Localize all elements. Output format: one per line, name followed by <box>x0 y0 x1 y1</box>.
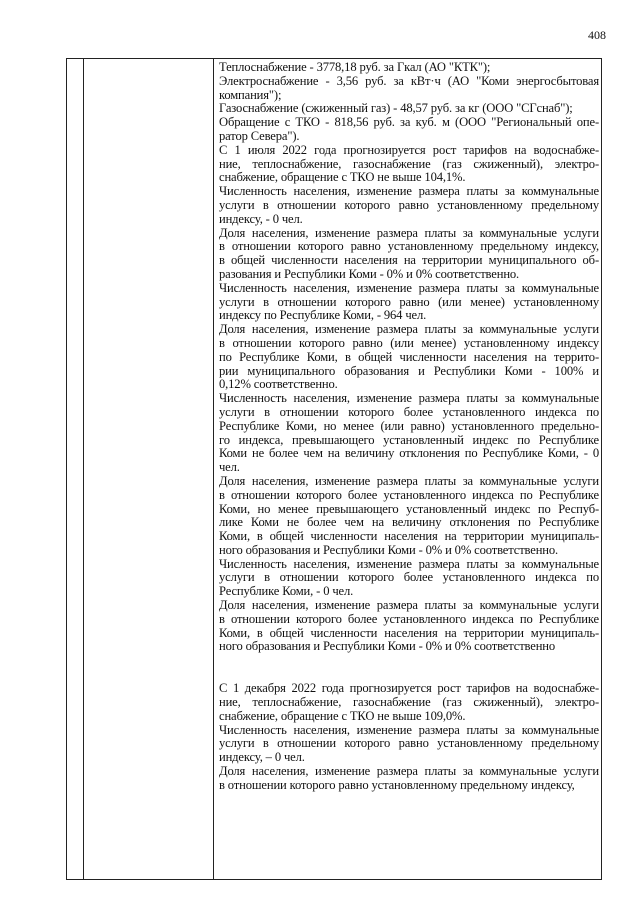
text-line: Коми, в общей численности населения на территории муниципаль- <box>219 529 599 544</box>
text-line: Теплоснабжение - 3778,18 руб. за Гкал (АО "КТК"); <box>219 60 491 74</box>
text-line: чел. <box>219 460 240 475</box>
text-line: снабжение, обращение с ТКО не выше 109,0%. <box>219 708 466 723</box>
text-line: Доля населения, изменение размера платы за коммунальные услуги <box>219 225 599 240</box>
text-line: Численность населения, изменение размера платы за коммунальные <box>219 184 599 199</box>
text-line: Коми, в общей численности населения на территории муниципаль- <box>219 625 599 640</box>
paragraph <box>219 116 599 144</box>
text-line: Численность населения, изменение размера платы за коммунальные <box>219 722 599 737</box>
text-line: в общей численности населения на территории муниципального об- <box>219 253 599 268</box>
text-line: го индекса, превышающего установленный индекс по Республике <box>219 432 599 447</box>
paragraph <box>219 724 599 765</box>
text-line: ного образования и Республики Коми - 0% и 0% соответственно. <box>219 542 559 557</box>
text-line: разования и Республики Коми - 0% и 0% соответственно. <box>219 266 520 281</box>
text-line: Численность населения, изменение размера платы за коммунальные <box>219 391 599 406</box>
text-line: Коми, но менее превышающего установленный индекс по Респуб- <box>219 501 599 516</box>
text-line: Численность населения, изменение размера платы за коммунальные <box>219 280 599 295</box>
text-line: услуги в отношении которого более установленного индекса по <box>219 404 599 419</box>
paragraph <box>219 102 599 116</box>
text-line: лике Коми не более чем на величину отклонения по Республике <box>219 515 599 530</box>
text-line: в отношении которого равно установленному предельному индексу, <box>219 777 575 792</box>
text-line: услуги в отношении которого равно установленному предельному <box>219 736 599 751</box>
paragraph-gap <box>219 654 599 668</box>
text-line: в отношении которого равно установленному предельному индексу, <box>219 239 599 254</box>
text-line: Доля населения, изменение размера платы за коммунальные услуги <box>219 598 599 613</box>
text-line: ние, теплоснабжение, газоснабжение (газ сжиженный), электро- <box>219 695 599 710</box>
text-line: услуги в отношении которого равно установленному предельному <box>219 197 599 212</box>
text-line: Электроснабжение - 3,56 руб. за кВт·ч (АО "Коми энергосбытовая <box>219 73 599 88</box>
page-number: 408 <box>588 28 606 42</box>
text-line: в отношении которого более установленного индекса по Республике <box>219 487 599 502</box>
text-line: в отношении которого более установленного индекса по Республике <box>219 611 599 626</box>
paragraph <box>219 75 599 103</box>
text-line: Численность населения, изменение размера платы за коммунальные <box>219 556 599 571</box>
text-line: ного образования и Республики Коми - 0% и 0% соответственно <box>219 639 556 654</box>
paragraph <box>219 61 599 75</box>
text-line: Доля населения, изменение размера платы за коммунальные услуги <box>219 322 599 337</box>
text-line: ние, теплоснабжение, газоснабжение (газ сжиженный), электро- <box>219 156 599 171</box>
text-line: компания"); <box>219 87 282 102</box>
paragraph <box>219 392 599 475</box>
paragraph <box>219 475 599 558</box>
text-line: индексу, – 0 чел. <box>219 750 305 765</box>
text-line: индексу по Республике Коми, - 964 чел. <box>219 308 427 323</box>
paragraph <box>219 282 599 323</box>
column-divider-2 <box>213 59 214 879</box>
text-line: Республике Коми, но менее (или равно) установленного предельно- <box>219 418 599 433</box>
text-line: снабжение, обращение с ТКО не выше 104,1%. <box>219 170 466 185</box>
text-line: рии муниципального образования и Республики Коми - 100% и <box>219 363 599 378</box>
paragraph <box>219 323 599 392</box>
paragraph <box>219 682 599 723</box>
document-table <box>66 58 602 880</box>
paragraph <box>219 227 599 282</box>
text-line: индексу, - 0 чел. <box>219 211 303 226</box>
text-line: ратор Севера"). <box>219 128 300 143</box>
text-line: 0,12% соответственно. <box>219 377 338 392</box>
paragraph <box>219 599 599 654</box>
text-line: Обращение с ТКО - 818,56 руб. за куб. м (ООО "Региональный опе- <box>219 115 599 130</box>
paragraph-gap <box>219 668 599 682</box>
text-line: по Республике Коми, в общей численности населения на террито- <box>219 349 599 364</box>
text-line: С 1 декабря 2022 года прогнозируется рост тарифов на водоснабже- <box>219 681 599 696</box>
column-divider-1 <box>83 59 84 879</box>
paragraph <box>219 144 599 185</box>
paragraph <box>219 185 599 226</box>
text-line: С 1 июля 2022 года прогнозируется рост тарифов на водоснабже- <box>219 142 599 157</box>
paragraph <box>219 765 599 793</box>
text-line: Газоснабжение (сжиженный газ) - 48,57 руб. за кг (ООО "СГснаб"); <box>219 101 573 116</box>
text-line: услуги в отношении которого равно (или менее) установленному <box>219 294 599 309</box>
text-line: Республике Коми, - 0 чел. <box>219 584 354 599</box>
text-line: Коми не более чем на величину отклонения по Республике Коми, - 0 <box>219 446 599 461</box>
content-cell <box>219 61 599 793</box>
text-line: в отношении которого равно (или менее) установленному индексу <box>219 335 599 350</box>
text-line: Доля населения, изменение размера платы за коммунальные услуги <box>219 473 599 488</box>
paragraph <box>219 558 599 599</box>
text-line: Доля населения, изменение размера платы за коммунальные услуги <box>219 764 599 779</box>
text-line: услуги в отношении которого более установленного индекса по <box>219 570 599 585</box>
